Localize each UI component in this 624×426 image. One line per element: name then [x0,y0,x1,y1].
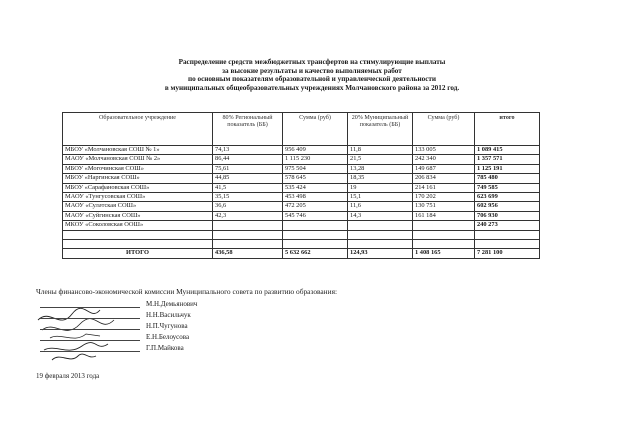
cell-total: 240 273 [475,221,540,230]
total-regional: 436,58 [213,248,283,258]
cell-municipal: 13,28 [348,164,413,173]
cell-total: 1 089 415 [475,146,540,155]
cell-institution: МБОУ «Молчановская СОШ № 1» [63,146,213,155]
cell-sum-1: 1 115 230 [283,155,348,164]
cell-sum-2: 133 005 [413,146,475,155]
signer-row [40,322,290,331]
title-line-1: Распределение средств межбюджетных трансфертов на стимулирующие выплаты [178,58,446,66]
cell-sum-1 [283,221,348,230]
signer-row [40,333,290,342]
signature-line [40,351,140,352]
header-regional: 80% Региональный показатель (ББ) [213,113,283,146]
table-row [63,164,540,173]
signature-line [40,329,140,330]
cell-sum-1: 578 645 [283,174,348,183]
signature-line [40,318,140,319]
cell-municipal: 18,35 [348,174,413,183]
cell-institution: МКОУ «Соколовская ООШ» [63,221,213,230]
cell-municipal [348,221,413,230]
cell-municipal: 21,5 [348,155,413,164]
signer-row [40,344,290,353]
cell-municipal: 11,8 [348,146,413,155]
cell-institution: МАОУ «Суләтская СОШ» [63,202,213,211]
cell-sum-1: 472 205 [283,202,348,211]
signer-row [40,300,290,309]
table-row [63,146,540,155]
cell-regional: 41,5 [213,183,283,192]
cell-sum-2: 214 161 [413,183,475,192]
empty-cell [348,239,413,248]
empty-cell [213,239,283,248]
signer-name: Н.Н.Васильчук [146,311,191,319]
empty-cell [283,230,348,239]
cell-total: 785 480 [475,174,540,183]
document-title [60,58,564,92]
document-date: 19 февраля 2013 года [36,372,100,380]
table-header-row [63,113,540,146]
total-total: 7 281 100 [475,248,540,258]
cell-institution: МАОУ «Тунгусовская СОШ» [63,192,213,201]
table-blank-row [63,239,540,248]
table-row [63,192,540,201]
cell-municipal: 11,6 [348,202,413,211]
cell-regional [213,221,283,230]
cell-regional: 44,85 [213,174,283,183]
table-row [63,155,540,164]
cell-municipal: 19 [348,183,413,192]
cell-total: 706 930 [475,211,540,220]
table-row [63,202,540,211]
empty-cell [213,230,283,239]
cell-sum-1: 956 409 [283,146,348,155]
table-row [63,183,540,192]
cell-institution: МАОУ «Молчановская СОШ № 2» [63,155,213,164]
header-sum-1: Сумма (руб) [283,113,348,146]
cell-total: 623 699 [475,192,540,201]
cell-total: 1 357 571 [475,155,540,164]
total-municipal: 124,93 [348,248,413,258]
header-total: итого [475,113,540,146]
table-row [63,211,540,220]
signers-list [40,300,300,370]
cell-municipal: 14,3 [348,211,413,220]
cell-municipal: 15,1 [348,192,413,201]
empty-cell [475,239,540,248]
cell-regional: 36,6 [213,202,283,211]
cell-sum-1: 975 504 [283,164,348,173]
cell-institution: МБОУ «Наргинская СОШ» [63,174,213,183]
cell-sum-2: 206 834 [413,174,475,183]
table-row [63,221,540,230]
signer-name: Н.П.Чугунова [146,322,188,330]
empty-cell [348,230,413,239]
empty-cell [413,230,475,239]
signature-line [40,340,140,341]
header-institution: Образовательное учреждение [63,113,213,146]
cell-institution: МАОУ «Суйгинская СОШ» [63,211,213,220]
table-blank-row [63,230,540,239]
cell-sum-2: 170 202 [413,192,475,201]
distribution-table [62,112,540,259]
empty-cell [283,239,348,248]
total-sum-2: 1 408 165 [413,248,475,258]
cell-sum-2: 161 184 [413,211,475,220]
table-total-row [63,248,540,258]
total-sum-1: 5 632 662 [283,248,348,258]
signer-row [40,311,290,320]
cell-regional: 42,3 [213,211,283,220]
signer-name: Е.Н.Белоусова [146,333,190,341]
cell-institution: МБОУ «Могочинская СОШ» [63,164,213,173]
title-line-4: в муниципальных общеобразовательных учреждениях Молчановского района за 2012 год. [164,83,460,92]
signature-line [40,307,140,308]
empty-cell [413,239,475,248]
cell-sum-1: 545 746 [283,211,348,220]
empty-cell [475,230,540,239]
cell-total: 602 956 [475,202,540,211]
title-line-2: за высокие результаты и качество выполняемых работ [222,66,402,75]
signer-name: М.Н.Демьянович [146,300,198,308]
table-row [63,174,540,183]
cell-sum-2 [413,221,475,230]
header-sum-2: Сумма (руб) [413,113,475,146]
cell-sum-1: 453 498 [283,192,348,201]
cell-institution: МБОУ «Сарафановская СОШ» [63,183,213,192]
signer-name: Г.П.Майкова [146,344,184,352]
commission-members-caption: Члены финансово-экономической комиссии Муниципального совета по развитию образования: [36,287,338,296]
cell-regional: 35,15 [213,192,283,201]
empty-cell [63,239,213,248]
cell-total: 749 585 [475,183,540,192]
cell-regional: 74,13 [213,146,283,155]
cell-regional: 75,61 [213,164,283,173]
cell-sum-1: 535 424 [283,183,348,192]
cell-sum-2: 130 751 [413,202,475,211]
empty-cell [63,230,213,239]
cell-regional: 86,44 [213,155,283,164]
cell-sum-2: 242 340 [413,155,475,164]
cell-total: 1 125 191 [475,164,540,173]
cell-sum-2: 149 687 [413,164,475,173]
title-line-3: по основным показателям образовательной и управленческой деятельности [187,75,437,84]
total-label: ИТОГО [63,248,213,258]
header-municipal: 20% Муниципальный показатель (ББ) [348,113,413,146]
